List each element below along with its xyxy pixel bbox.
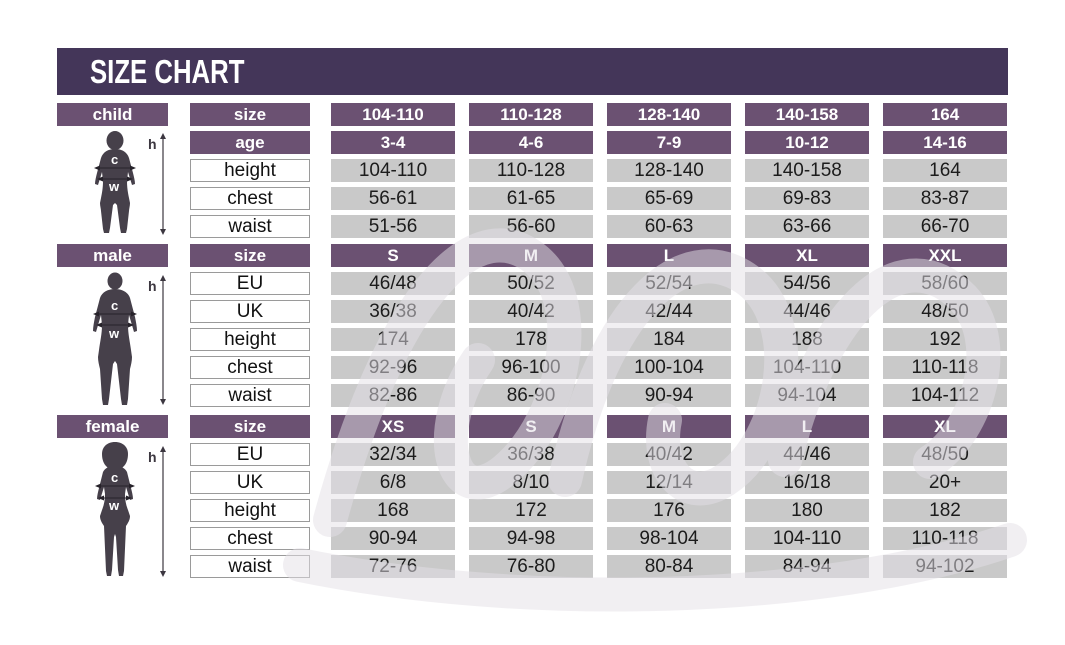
child-height-value-5: 164 [883,159,1007,182]
child-height-value-2: 110-128 [469,159,593,182]
female-rows-grid [190,415,1015,583]
female-row-label-EU: EU [190,443,310,466]
male-row-label-chest: chest [190,356,310,379]
child-row-age [190,131,1015,154]
child-row-waist [190,215,1015,238]
male-UK-value-1: 36/38 [331,300,455,323]
male-row-label-size: size [190,244,310,267]
male-waist-value-4: 94-104 [745,384,869,407]
male-row-size [190,244,1015,267]
section-label-female: female [57,415,168,438]
c-label: c [111,152,119,167]
female-EU-value-3: 40/42 [607,443,731,466]
child-row-label-height: height [190,159,310,182]
female-height-value-3: 176 [607,499,731,522]
child-age-value-4: 10-12 [745,131,869,154]
child-chest-value-5: 83-87 [883,187,1007,210]
child-chest-value-2: 61-65 [469,187,593,210]
female-EU-value-5: 48/50 [883,443,1007,466]
female-UK-value-5: 20+ [883,471,1007,494]
female-height-value-1: 168 [331,499,455,522]
child-age-value-1: 3-4 [331,131,455,154]
female-row-waist [190,555,1015,578]
female-row-EU [190,443,1015,466]
child-size-value-4: 140-158 [745,103,869,126]
male-UK-value-2: 40/42 [469,300,593,323]
child-chest-value-3: 65-69 [607,187,731,210]
female-waist-value-2: 76-80 [469,555,593,578]
child-height-value-3: 128-140 [607,159,731,182]
female-EU-value-1: 32/34 [331,443,455,466]
male-row-label-UK: UK [190,300,310,323]
h-label: h [148,136,157,152]
female-row-label-height: height [190,499,310,522]
child-row-label-waist: waist [190,215,310,238]
male-size-value-4: XL [745,244,869,267]
male-row-waist [190,384,1015,407]
child-waist-value-4: 63-66 [745,215,869,238]
title-bar [57,48,1008,95]
section-label-child: child [57,103,168,126]
child-height-value-4: 140-158 [745,159,869,182]
child-row-label-age: age [190,131,310,154]
female-EU-value-4: 44/46 [745,443,869,466]
male-height-value-3: 184 [607,328,731,351]
female-height-value-5: 182 [883,499,1007,522]
female-size-value-5: XL [883,415,1007,438]
child-chest-value-4: 69-83 [745,187,869,210]
w-label: w [109,498,120,513]
child-row-chest [190,187,1015,210]
female-waist-value-5: 94-102 [883,555,1007,578]
male-chest-value-2: 96-100 [469,356,593,379]
w-label: w [109,326,120,341]
child-waist-value-5: 66-70 [883,215,1007,238]
male-row-EU [190,272,1015,295]
male-size-value-2: M [469,244,593,267]
female-height-value-4: 180 [745,499,869,522]
female-UK-value-2: 8/10 [469,471,593,494]
child-row-height [190,159,1015,182]
child-row-label-chest: chest [190,187,310,210]
male-height-value-4: 188 [745,328,869,351]
male-size-value-5: XXL [883,244,1007,267]
male-waist-value-2: 86-90 [469,384,593,407]
child-size-value-3: 128-140 [607,103,731,126]
female-waist-value-3: 80-84 [607,555,731,578]
female-waist-value-1: 72-76 [331,555,455,578]
male-EU-value-4: 54/56 [745,272,869,295]
male-waist-value-3: 90-94 [607,384,731,407]
male-row-label-EU: EU [190,272,310,295]
child-chest-value-1: 56-61 [331,187,455,210]
male-height-value-2: 178 [469,328,593,351]
female-chest-value-2: 94-98 [469,527,593,550]
female-height-value-2: 172 [469,499,593,522]
male-waist-value-5: 104-112 [883,384,1007,407]
female-silhouette-icon [60,442,185,580]
male-EU-value-5: 58/60 [883,272,1007,295]
male-size-value-3: L [607,244,731,267]
section-label-male: male [57,244,168,267]
h-label: h [148,449,157,465]
child-silhouette-icon [60,131,185,237]
female-chest-value-5: 110-118 [883,527,1007,550]
c-label: c [111,470,119,485]
male-silhouette-icon [60,272,185,408]
child-row-size [190,103,1015,126]
male-row-label-height: height [190,328,310,351]
page-title: SIZE CHART [90,52,245,90]
male-height-value-5: 192 [883,328,1007,351]
female-waist-value-4: 84-94 [745,555,869,578]
child-waist-value-2: 56-60 [469,215,593,238]
male-UK-value-5: 48/50 [883,300,1007,323]
male-chest-value-3: 100-104 [607,356,731,379]
female-EU-value-2: 36/38 [469,443,593,466]
male-chest-value-1: 92-96 [331,356,455,379]
child-waist-value-1: 51-56 [331,215,455,238]
male-row-height [190,328,1015,351]
male-row-UK [190,300,1015,323]
female-UK-value-1: 6/8 [331,471,455,494]
child-size-value-2: 110-128 [469,103,593,126]
child-age-value-3: 7-9 [607,131,731,154]
male-waist-value-1: 82-86 [331,384,455,407]
c-label: c [111,298,119,313]
female-size-value-4: L [745,415,869,438]
male-rows-grid [190,244,1015,412]
w-label: w [109,179,120,194]
child-size-value-5: 164 [883,103,1007,126]
male-row-label-waist: waist [190,384,310,407]
child-age-value-5: 14-16 [883,131,1007,154]
female-row-UK [190,471,1015,494]
child-row-label-size: size [190,103,310,126]
female-size-value-3: M [607,415,731,438]
child-size-value-1: 104-110 [331,103,455,126]
female-row-label-size: size [190,415,310,438]
male-UK-value-4: 44/46 [745,300,869,323]
male-row-chest [190,356,1015,379]
female-row-height [190,499,1015,522]
female-row-size [190,415,1015,438]
child-height-value-1: 104-110 [331,159,455,182]
female-size-value-1: XS [331,415,455,438]
female-UK-value-3: 12/14 [607,471,731,494]
male-EU-value-3: 52/54 [607,272,731,295]
female-size-value-2: S [469,415,593,438]
child-waist-value-3: 60-63 [607,215,731,238]
female-row-label-waist: waist [190,555,310,578]
female-row-chest [190,527,1015,550]
male-EU-value-2: 50/52 [469,272,593,295]
child-rows-grid [190,103,1015,243]
female-chest-value-1: 90-94 [331,527,455,550]
male-EU-value-1: 46/48 [331,272,455,295]
male-height-value-1: 174 [331,328,455,351]
male-chest-value-5: 110-118 [883,356,1007,379]
child-age-value-2: 4-6 [469,131,593,154]
male-chest-value-4: 104-110 [745,356,869,379]
female-row-label-chest: chest [190,527,310,550]
male-UK-value-3: 42/44 [607,300,731,323]
female-chest-value-4: 104-110 [745,527,869,550]
female-chest-value-3: 98-104 [607,527,731,550]
male-size-value-1: S [331,244,455,267]
female-UK-value-4: 16/18 [745,471,869,494]
h-label: h [148,278,157,294]
female-row-label-UK: UK [190,471,310,494]
